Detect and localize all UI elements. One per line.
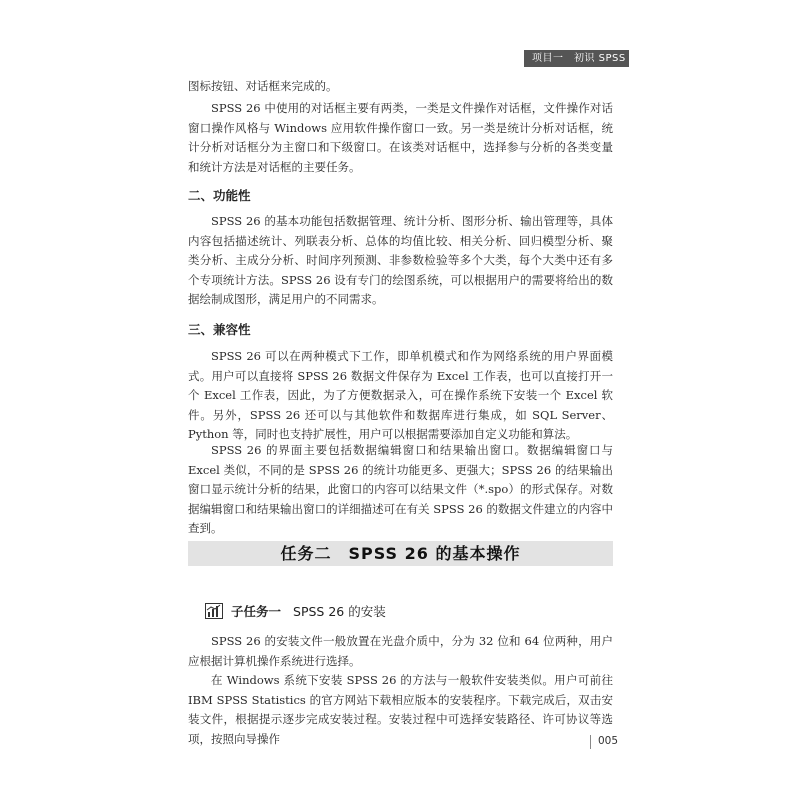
- subtask-name: SPSS 26 的安装: [293, 604, 386, 619]
- paragraph-dialogs: SPSS 26 中使用的对话框主要有两类，一类是文件操作对话框，文件操作对话窗口操作风格与 Windows 应用软件操作窗口一致。另一类是统计分析对话框，统计分析对话框分为主窗口和下级窗口。在该类对话框中，选择参与分析的各类变量和统计方法是对话框的主要任务。: [188, 101, 613, 174]
- paragraph-compatibility: SPSS 26 可以在两种模式下工作，即单机模式和作为网络系统的用户界面模式。用户可以直接将 SPSS 26 数据文件保存为 Excel 工作表，也可以直接打开一个 Excel 工作表，因此，为了方便数据录入，可在操作系统下安装一个 Excel 软件。另外，SPSS 26 还可以与其他软件和数据库进行集成，如 SQL Server、Python 等，同时也支持扩展性，用户可以根据需要添加自定义功能和算法。: [188, 349, 613, 441]
- paragraph-install-windows: 在 Windows 系统下安装 SPSS 26 的方法与一般软件安装类似。用户可前往 IBM SPSS Statistics 的官方网站下载相应版本的安装程序。下载完成后，双击安装文件，根据提示逐步完成安装过程。安装过程中可选择安装路径、许可协议等选项，按照向导操作: [188, 673, 613, 746]
- running-header: 项目一 初识 SPSS: [524, 50, 629, 67]
- paragraph-functionality: SPSS 26 的基本功能包括数据管理、统计分析、图形分析、输出管理等，具体内容包括描述统计、列联表分析、总体的均值比较、相关分析、回归模型分析、聚类分析、主成分分析、时间序列预测、非参数检验等多个大类，每个大类中还有多个专项统计方法。SPSS 26 设有专门的绘图系统，可以根据用户的需要将给出的数据绘制成图形，满足用户的不同需求。: [188, 214, 613, 306]
- subtask-label: 子任务一: [231, 604, 282, 619]
- task-heading-band: [188, 541, 613, 566]
- bar-chart-icon: [205, 603, 223, 619]
- heading-compatibility: 三、兼容性: [188, 322, 251, 337]
- subtask-heading: [205, 601, 386, 621]
- page-number: 005: [598, 735, 619, 747]
- paragraph-continuation: 图标按钮、对话框来完成的。: [188, 79, 338, 93]
- paragraph-interface: SPSS 26 的界面主要包括数据编辑窗口和结果输出窗口。数据编辑窗口与 Excel 类似，不同的是 SPSS 26 的统计功能更多、更强大；SPSS 26 的结果输出窗口显示统计分析的结果，此窗口的内容可以结果文件（*.spo）的形式保存。对数据编辑窗口和结果输出窗口的详细描述可在有关 SPSS 26 的数据文件建立的内容中查到。: [188, 443, 613, 535]
- heading-functionality: 二、功能性: [188, 188, 251, 203]
- paragraph-install-media: SPSS 26 的安装文件一般放置在光盘介质中，分为 32 位和 64 位两种，用户应根据计算机操作系统进行选择。: [188, 634, 613, 668]
- task-title: 任务二 SPSS 26 的基本操作: [280, 544, 521, 563]
- footer-divider: [590, 735, 591, 749]
